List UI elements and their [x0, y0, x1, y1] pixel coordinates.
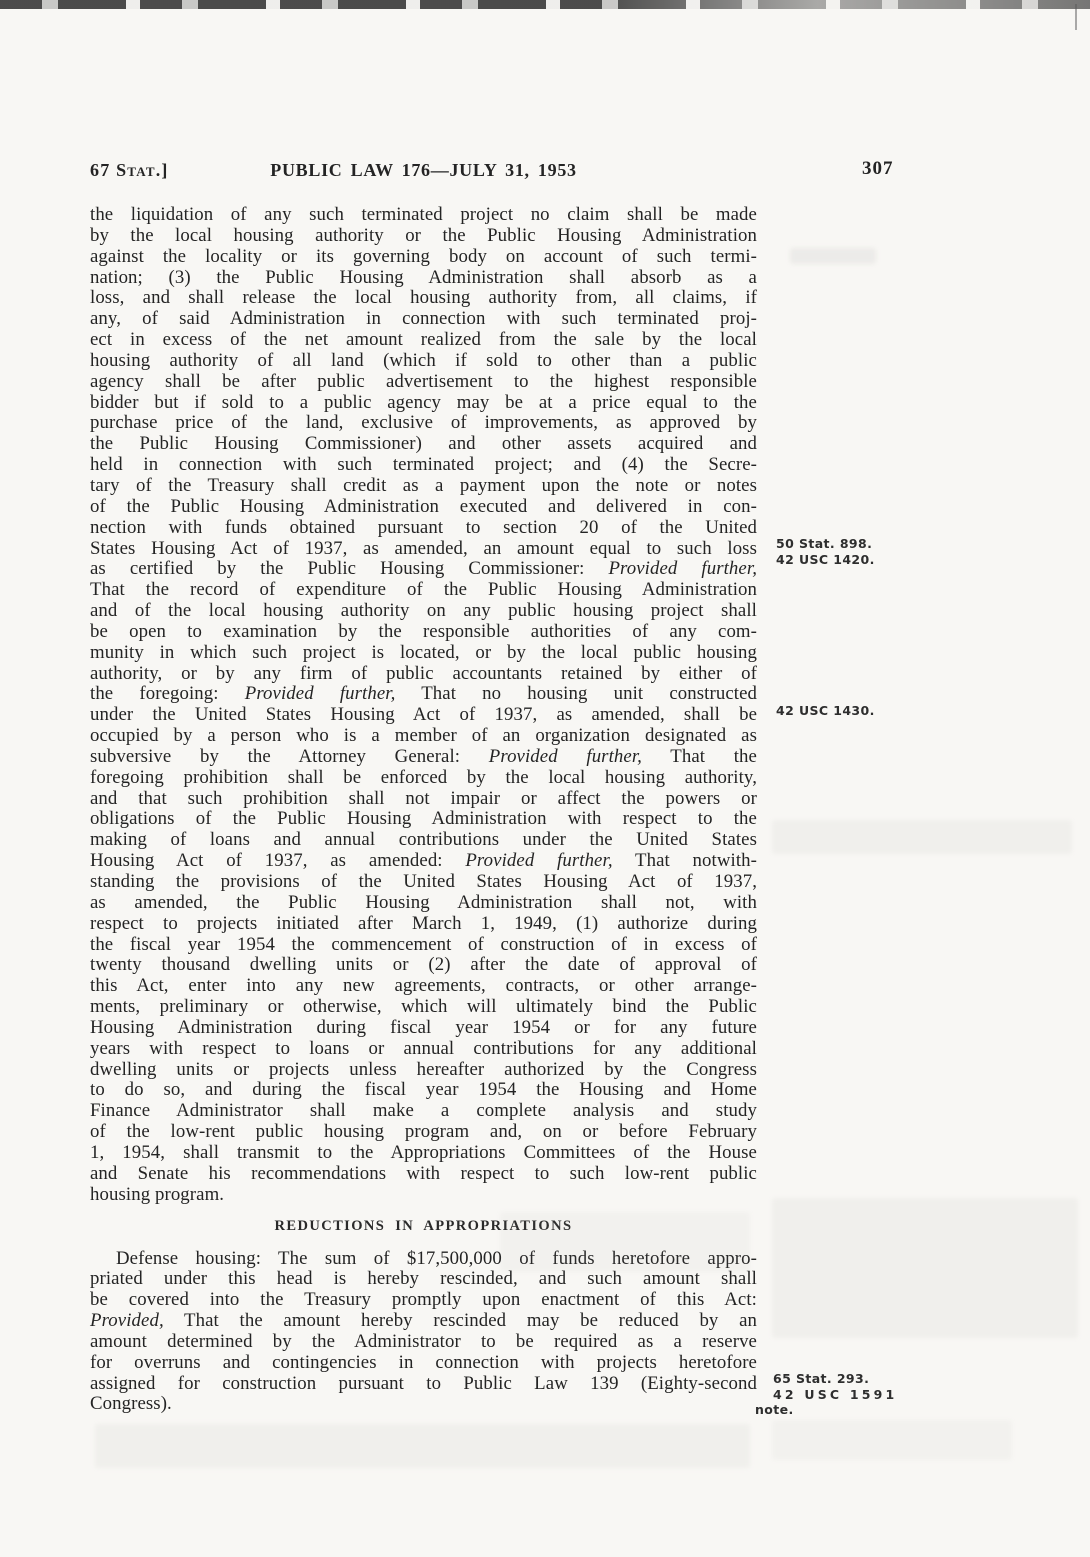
- scan-artifact-fade: [0, 0, 1090, 14]
- text-line: subversive by the Attorney General: Provided further, That the: [90, 745, 757, 767]
- text-line: foregoing prohibition shall be enforced by the local housing authority,: [90, 766, 757, 788]
- bleedthrough-smudge: [772, 1420, 1012, 1460]
- text-line: as certified by the Public Housing Commissioner: Provided further,: [90, 558, 757, 580]
- text-line: respect to projects initiated after March 1, 1949, (1) authorize during: [90, 912, 757, 934]
- text-line: the fiscal year 1954 the commencement of construction of in excess of: [90, 933, 757, 955]
- running-title: PUBLIC LAW 176—JULY 31, 1953: [270, 160, 577, 180]
- text-line: amount determined by the Administrator to be required as a reserve: [90, 1330, 757, 1352]
- margin-note-citation-1: [776, 536, 926, 567]
- margin-note-line: 65 Stat. 293.: [773, 1371, 870, 1386]
- text-line: any, of said Administration in connection with such terminated proj-: [90, 308, 757, 330]
- text-line: That the record of expenditure of the Public Housing Administration: [90, 579, 757, 601]
- margin-note-line: note.: [755, 1402, 794, 1418]
- text-line: held in connection with such terminated project; and (4) the Secre-: [90, 454, 757, 476]
- bleedthrough-smudge: [772, 820, 1072, 854]
- margin-note-line: 42 USC 1420.: [776, 551, 875, 567]
- text-line: and of the local housing authority on any public housing project shall: [90, 600, 757, 622]
- text-line: tary of the Treasury shall credit as a payment upon the note or notes: [90, 474, 757, 496]
- text-line: the liquidation of any such terminated project no claim shall be made: [90, 204, 757, 225]
- text-line: against the locality or its governing body on account of such termi-: [90, 245, 757, 267]
- text-line: munity in which such project is located, or by the local public housing: [90, 641, 757, 663]
- margin-note-citation-3: [755, 1371, 925, 1418]
- text-line: for overruns and contingencies in connection with projects heretofore: [90, 1351, 757, 1373]
- text-line: and that such prohibition shall not impair or affect the powers or: [90, 787, 757, 809]
- bleedthrough-smudge: [772, 1198, 1078, 1338]
- text-line: purchase price of the land, exclusive of improvements, as approved by: [90, 412, 757, 434]
- text-line: occupied by a person who is a member of an organization designated as: [90, 725, 757, 747]
- text-line: the Public Housing Commissioner) and other assets acquired and: [90, 433, 757, 455]
- page-header: [90, 160, 757, 184]
- bleedthrough-smudge: [95, 1424, 750, 1468]
- margin-note-line: 42 USC 1591: [773, 1386, 898, 1402]
- text-line: housing program.: [90, 1183, 225, 1205]
- text-line: Finance Administrator shall make a complete analysis and study: [90, 1100, 757, 1122]
- text-line: the foregoing: Provided further, That no housing unit constructed: [90, 683, 758, 705]
- text-line: agency shall be after public advertisement to the highest responsible: [90, 370, 757, 392]
- text-line: nection with funds obtained pursuant to section 20 of the United: [90, 516, 757, 538]
- text-line: housing authority of all land (which if sold to other than a public: [90, 349, 757, 371]
- text-line: assigned for construction pursuant to Public Law 139 (Eighty-second: [90, 1372, 757, 1394]
- text-line: dwelling units or projects unless hereafter authorized by the Congress: [90, 1058, 757, 1080]
- text-line: Housing Act of 1937, as amended: Provided further, That notwith-: [90, 850, 758, 872]
- text-line: making of loans and annual contributions under the United States: [90, 829, 757, 851]
- text-line: by the local housing authority or the Public Housing Administration: [90, 224, 757, 246]
- bleedthrough-smudge: [790, 248, 876, 264]
- text-line: Provided, That the amount hereby rescinded may be reduced by an: [90, 1310, 757, 1332]
- text-line: and Senate his recommendations with respect to such low-rent public: [90, 1162, 757, 1184]
- text-line: Congress).: [90, 1393, 172, 1415]
- text-line: Defense housing: The sum of $17,500,000 of funds heretofore appro-: [116, 1247, 757, 1269]
- text-line: standing the provisions of the United States Housing Act of 1937,: [90, 871, 757, 892]
- text-line: authority, or by any firm of public accountants retained by either of: [90, 662, 757, 684]
- text-line: of the Public Housing Administration executed and delivered in con-: [90, 495, 757, 517]
- text-line: be open to examination by the responsible authorities of any com-: [90, 620, 757, 642]
- text-line: ments, preliminary or otherwise, which will ultimately bind the Public: [90, 996, 757, 1018]
- paragraph-continuation: [90, 205, 757, 1206]
- scan-artifact-edge: [1075, 4, 1077, 30]
- page-number: 307: [862, 158, 894, 179]
- paragraph-defense-housing: [90, 1249, 757, 1416]
- text-line: to do so, and during the fiscal year 1954 the Housing and Home: [90, 1079, 757, 1101]
- margin-note-line: 42 USC 1430.: [776, 703, 875, 718]
- text-line: nation; (3) the Public Housing Administration shall absorb as a: [90, 266, 757, 288]
- text-line: under the United States Housing Act of 1937, as amended, shall be: [90, 704, 757, 726]
- text-line: twenty thousand dwelling units or (2) after the date of approval of: [90, 954, 757, 976]
- margin-note-line: 50 Stat. 898.: [776, 536, 873, 551]
- text-line: as amended, the Public Housing Administration shall not, with: [90, 891, 757, 913]
- margin-note-citation-2: [776, 703, 926, 719]
- text-line: 1, 1954, shall transmit to the Appropriations Committees of the House: [90, 1141, 757, 1163]
- bleedthrough-smudge: [500, 1212, 750, 1272]
- text-line: years with respect to loans or annual contributions for any additional: [90, 1037, 757, 1059]
- text-line: obligations of the Public Housing Administration with respect to the: [90, 808, 757, 830]
- text-line: States Housing Act of 1937, as amended, an amount equal to such loss: [90, 537, 757, 559]
- text-line: be covered into the Treasury promptly upon enactment of this Act:: [90, 1289, 757, 1311]
- text-line: priated under this head is hereby rescinded, and such amount shall: [90, 1268, 757, 1290]
- text-line: Housing Administration during fiscal year 1954 or for any future: [90, 1016, 757, 1038]
- text-line: bidder but if sold to a public agency may be at a price equal to the: [90, 391, 757, 413]
- text-line: loss, and shall release the local housing authority from, all claims, if: [90, 287, 757, 309]
- text-line: of the low-rent public housing program and, on or before February: [90, 1121, 757, 1143]
- statute-volume-label: 67 Stat.]: [90, 160, 169, 180]
- section-heading: REDUCTIONS IN APPROPRIATIONS: [274, 1217, 573, 1234]
- text-line: ect in excess of the net amount realized from the sale by the local: [90, 329, 757, 351]
- text-line: this Act, enter into any new agreements, contracts, or other arrange-: [90, 975, 757, 997]
